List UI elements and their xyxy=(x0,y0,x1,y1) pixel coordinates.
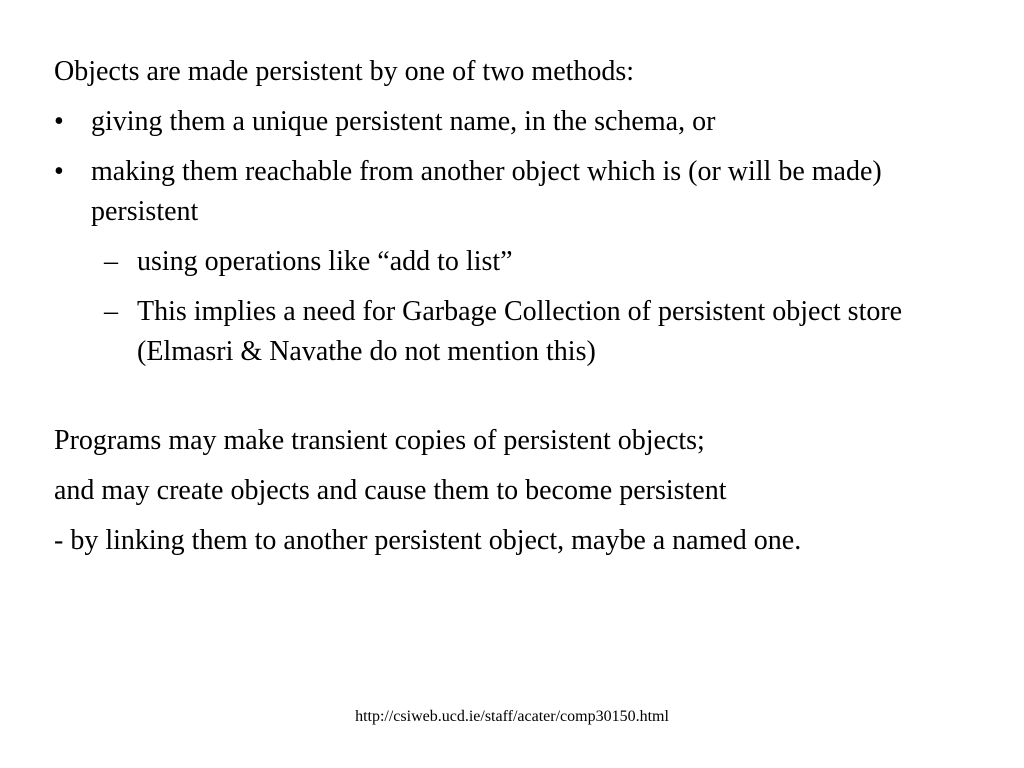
bullet-item xyxy=(54,102,984,142)
sub-bullet-marker: – xyxy=(104,296,118,327)
sub-bullet-item xyxy=(104,242,984,282)
bullet-marker: • xyxy=(54,156,64,187)
slide-body xyxy=(54,52,984,571)
bullet-text: making them reachable from another object which is (or will be made) persistent xyxy=(91,156,882,227)
paragraph: Programs may make transient copies of persistent objects; xyxy=(54,425,705,456)
bullet-item xyxy=(54,152,984,232)
sub-bullet-text: This implies a need for Garbage Collection of persistent object store (Elmasri & Navathe do not mention this) xyxy=(137,296,903,367)
paragraph: and may create objects and cause them to become persistent xyxy=(54,475,727,506)
sub-bullet-item xyxy=(104,292,984,372)
paragraph: - by linking them to another persistent object, maybe a named one. xyxy=(54,525,802,556)
spacer xyxy=(54,382,984,421)
bullet-marker: • xyxy=(54,106,64,137)
bullet-text: giving them a unique persistent name, in the schema, or xyxy=(91,106,716,137)
intro-text: Objects are made persistent by one of two methods: xyxy=(54,56,635,87)
footer-url: http://csiweb.ucd.ie/staff/acater/comp30150.html xyxy=(355,708,669,725)
sub-bullet-text: using operations like “add to list” xyxy=(137,246,513,277)
sub-bullet-marker: – xyxy=(104,246,118,277)
